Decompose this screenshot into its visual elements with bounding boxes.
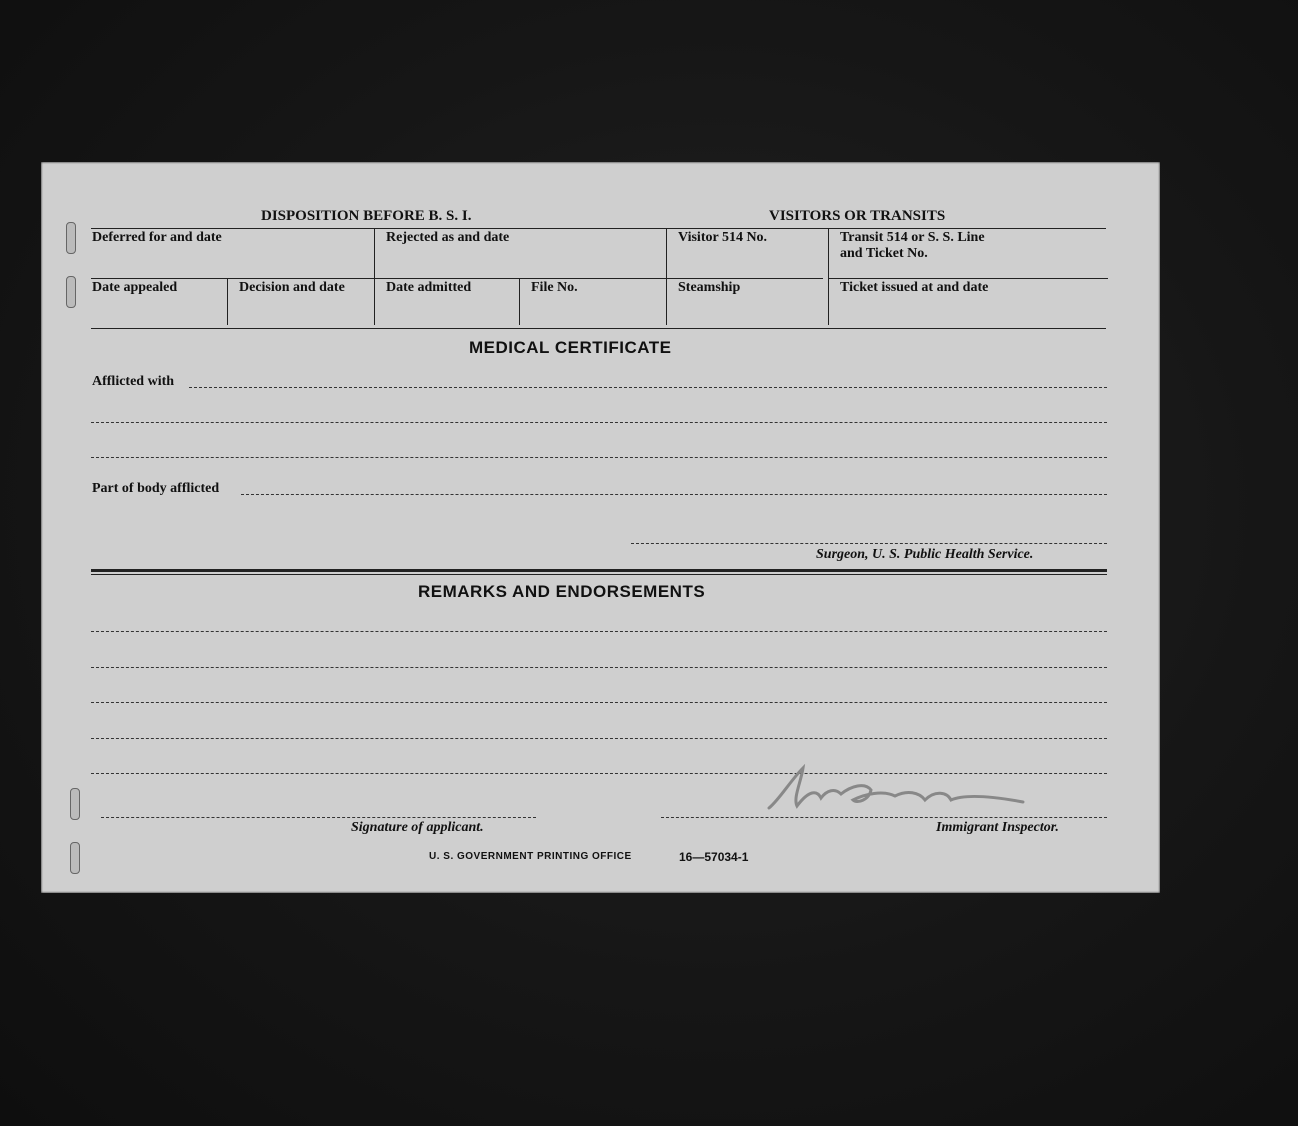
- form-card: [41, 162, 1160, 893]
- field-decision: Decision and date: [239, 280, 345, 295]
- divider: [666, 228, 667, 325]
- staple-mark: [66, 222, 76, 254]
- field-date-appealed: Date appealed: [92, 280, 178, 295]
- disposition-header: DISPOSITION BEFORE B. S. I.: [261, 208, 472, 224]
- field-transit-514: [840, 230, 985, 262]
- divider: [519, 278, 520, 325]
- handwritten-signature: [761, 760, 1031, 820]
- row-rule: [828, 278, 1108, 279]
- field-visitor-514: Visitor 514 No.: [678, 230, 768, 245]
- part-of-body-line: [241, 494, 1107, 495]
- field-steamship: Steamship: [678, 280, 741, 295]
- field-transit-line2: and Ticket No.: [840, 246, 928, 261]
- printing-office-footer: U. S. GOVERNMENT PRINTING OFFICE: [429, 851, 632, 862]
- remarks-line: [91, 702, 1107, 703]
- staple-mark: [66, 276, 76, 308]
- inspector-caption: Immigrant Inspector.: [936, 820, 1059, 835]
- top-rule: [91, 228, 1106, 229]
- remarks-line: [91, 738, 1107, 739]
- part-of-body-label: Part of body afflicted: [92, 481, 220, 496]
- dotted-line: [91, 457, 1107, 458]
- staple-mark: [70, 788, 80, 820]
- row-rule: [374, 278, 666, 279]
- afflicted-with-label: Afflicted with: [92, 374, 175, 389]
- staple-mark: [70, 842, 80, 874]
- remarks-line: [91, 631, 1107, 632]
- field-ticket-issued: Ticket issued at and date: [840, 280, 989, 295]
- surgeon-signature-line: [631, 543, 1107, 544]
- visitors-header: VISITORS OR TRANSITS: [769, 208, 946, 224]
- medical-certificate-heading: MEDICAL CERTIFICATE: [469, 338, 672, 357]
- divider: [227, 278, 228, 325]
- surgeon-caption: Surgeon, U. S. Public Health Service.: [816, 547, 1034, 562]
- field-deferred: Deferred for and date: [92, 230, 222, 245]
- applicant-signature-line: [101, 817, 536, 818]
- field-date-admitted: Date admitted: [386, 280, 472, 295]
- remarks-heading: REMARKS AND ENDORSEMENTS: [418, 582, 706, 601]
- remarks-line: [91, 667, 1107, 668]
- afflicted-with-line: [189, 387, 1107, 388]
- applicant-signature-caption: Signature of applicant.: [351, 820, 484, 835]
- section-divider: [91, 569, 1107, 575]
- field-transit-line1: Transit 514 or S. S. Line: [840, 230, 985, 245]
- table-bottom-rule: [91, 328, 1106, 329]
- row-rule: [666, 278, 823, 279]
- dotted-line: [91, 422, 1107, 423]
- divider: [374, 228, 375, 325]
- row-rule: [91, 278, 374, 279]
- field-file-no: File No.: [531, 280, 578, 295]
- divider: [828, 228, 829, 325]
- form-number: 16—57034-1: [679, 850, 749, 864]
- field-rejected: Rejected as and date: [386, 230, 510, 245]
